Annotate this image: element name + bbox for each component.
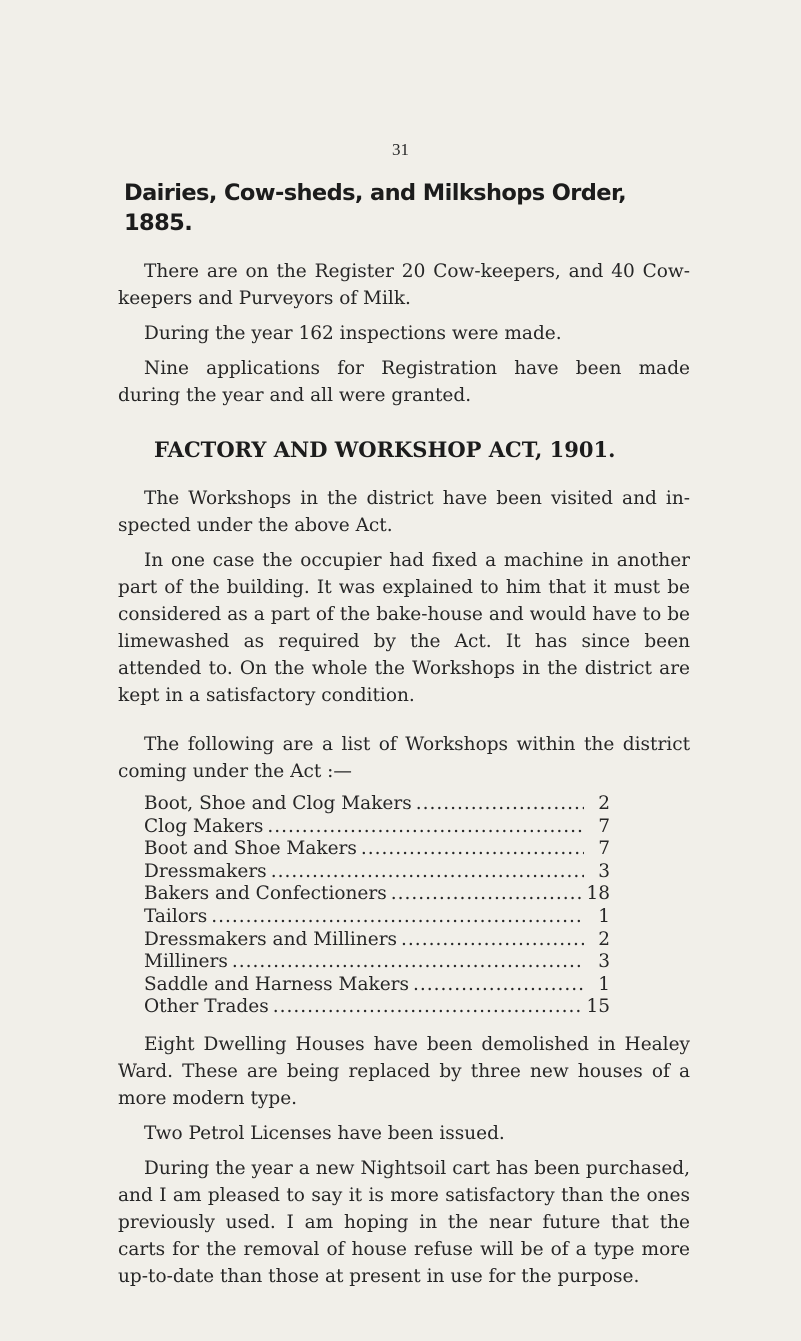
- list-item: [144, 793, 610, 816]
- leader-dots: [232, 951, 584, 974]
- page-number: 31: [392, 140, 409, 159]
- leader-dots: [361, 838, 584, 861]
- paragraph-gap: [118, 717, 690, 731]
- list-item: [144, 996, 610, 1019]
- factory-paragraph-visited: The Workshops in the district have been visited and in- spected under the above Act.: [118, 488, 690, 536]
- factory-heading: FACTORY AND WORKSHOP ACT, 1901.: [154, 437, 616, 462]
- dairies-heading: Dairies, Cow-sheds, and Milkshops Order, 1885.: [124, 180, 627, 236]
- closing-paragraph-demolished: Eight Dwelling Houses have been demolished in Healey Ward. These are being replaced by three new houses of a more modern type.: [118, 1033, 690, 1109]
- workshop-name: Saddle and Harness Makers: [144, 973, 410, 995]
- workshop-name: Bakers and Confectioners: [144, 883, 387, 905]
- page-content: [118, 178, 690, 1298]
- leader-dots: [413, 974, 584, 997]
- leader-dots: [211, 906, 584, 929]
- workshop-count: 2: [598, 793, 610, 814]
- workshop-count: 15: [586, 996, 610, 1018]
- closing-paragraph-nightsoil: During the year a new Nightsoil cart has been purchased, and I am pleased to say it is more satisfactory than the ones previously used. I am hoping in the near future that the carts for the removal of house refuse will be of a type more up-to-date than those at present in use for the purpose.: [118, 1157, 690, 1287]
- workshop-count: 7: [598, 815, 610, 837]
- dairies-paragraph-applications: Nine applications for Registration have been made during the year and all were granted.: [118, 358, 690, 406]
- workshop-count: 3: [598, 951, 610, 973]
- leader-dots: [391, 883, 583, 906]
- workshop-count: 1: [598, 973, 610, 995]
- workshop-name: Dressmakers and Milliners: [144, 928, 398, 950]
- factory-paragraph-list-intro: The following are a list of Workshops within the district coming under the Act :—: [118, 734, 690, 782]
- workshop-count: 2: [598, 928, 610, 950]
- list-item: [144, 883, 610, 906]
- dairies-paragraph-register: There are on the Register 20 Cow-keepers, and 40 Cow-keepers and Purveyors of Milk.: [118, 261, 690, 309]
- workshop-count: 7: [598, 838, 610, 860]
- list-item: [144, 929, 610, 952]
- list-item: [144, 951, 610, 974]
- list-item: [144, 816, 610, 839]
- factory-paragraph-machine: In one case the occupier had fixed a machine in another part of the building. It was explained to him that it must be considered as a part of the bake-house and would have to be limewashed as required by the Act. It has since been attended to. On the whole the Workshops in the district are kept in a satisfactory condition.: [118, 550, 690, 706]
- leader-dots: [401, 929, 584, 952]
- leader-dots: [273, 996, 583, 1019]
- workshop-name: Clog Makers: [144, 815, 264, 837]
- workshop-count: 3: [598, 860, 610, 882]
- list-item: [144, 838, 610, 861]
- workshop-count: 18: [586, 883, 610, 905]
- leader-dots: [416, 793, 584, 816]
- workshop-list: [144, 793, 610, 1019]
- workshop-name: Boot, Shoe and Clog Makers: [144, 793, 412, 814]
- workshop-name: Dressmakers: [144, 860, 267, 882]
- dairies-paragraph-inspections: During the year 162 inspections were made.: [144, 323, 562, 344]
- leader-dots: [271, 861, 584, 884]
- leader-dots: [267, 816, 584, 839]
- closing-paragraph-petrol: Two Petrol Licenses have been issued.: [144, 1122, 505, 1144]
- workshop-name: Milliners: [144, 951, 228, 973]
- workshop-name: Boot and Shoe Makers: [144, 838, 357, 860]
- workshop-name: Tailors: [144, 905, 208, 927]
- workshop-count: 1: [598, 905, 610, 927]
- list-item: [144, 906, 610, 929]
- workshop-name: Other Trades: [144, 996, 269, 1018]
- list-item: [144, 974, 610, 997]
- list-item: [144, 861, 610, 884]
